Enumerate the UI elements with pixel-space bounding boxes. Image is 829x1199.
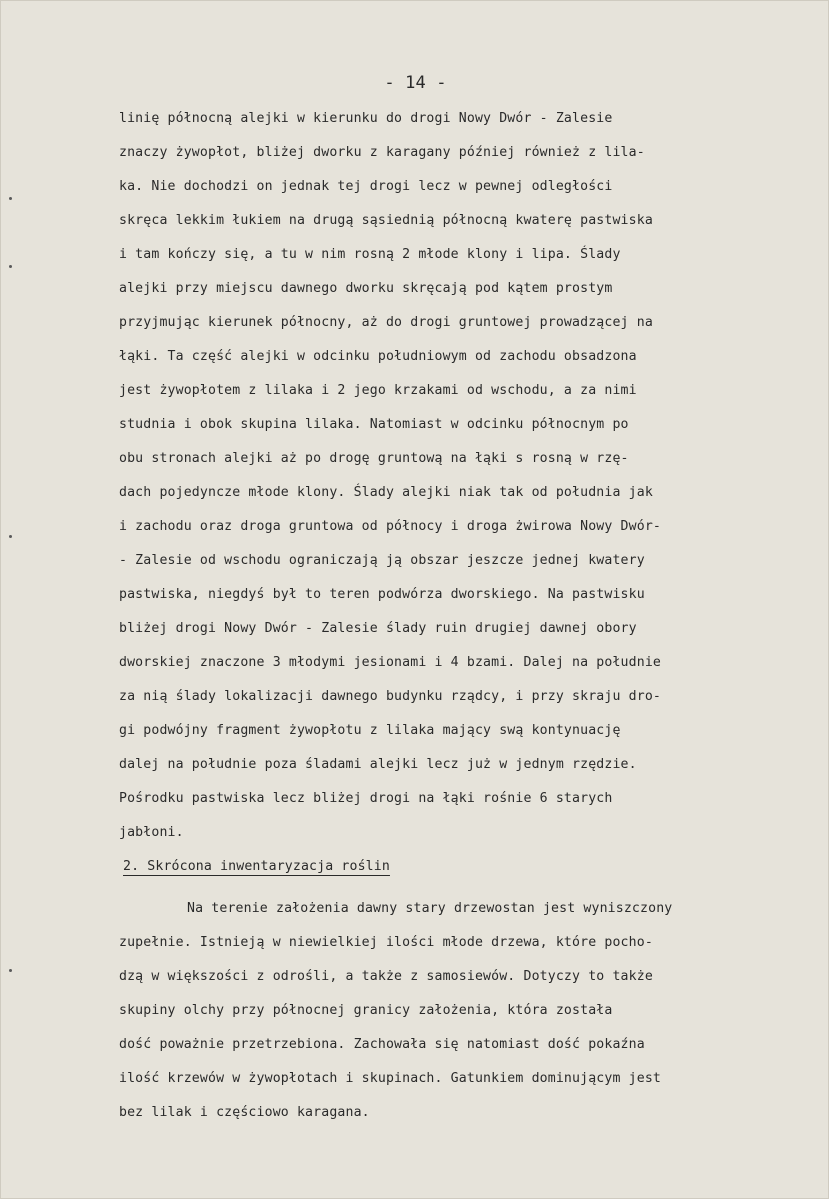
margin-mark <box>9 535 12 538</box>
text-line: ka. Nie dochodzi on jednak tej drogi lecz w pewnej odległości <box>119 179 613 194</box>
text-line: dalej na południe poza śladami alejki lecz już w jednym rzędzie. <box>119 757 637 772</box>
text-line: łąki. Ta część alejki w odcinku południowym od zachodu obsadzona <box>119 349 637 364</box>
text-line: dworskiej znaczone 3 młodymi jesionami i 4 bzami. Dalej na południe <box>119 655 661 670</box>
text-line: i zachodu oraz droga gruntowa od północy i droga żwirowa Nowy Dwór- <box>119 519 661 534</box>
margin-mark <box>9 197 12 200</box>
text-line: bez lilak i częściowo karagana. <box>119 1105 370 1120</box>
margin-mark <box>9 969 12 972</box>
page-number: - 14 - <box>384 73 447 93</box>
text-line: dach pojedyncze młode klony. Ślady alejki niak tak od południa jak <box>119 485 653 500</box>
text-line: zupełnie. Istnieją w niewielkiej ilości młode drzewa, które pocho- <box>119 935 653 950</box>
text-line: Na terenie założenia dawny stary drzewostan jest wyniszczony <box>187 901 673 916</box>
text-line: jest żywopłotem z lilaka i 2 jego krzakami od wschodu, a za nimi <box>119 383 637 398</box>
text-line: przyjmując kierunek północny, aż do drogi gruntowej prowadzącej na <box>119 315 653 330</box>
text-line: gi podwójny fragment żywopłotu z lilaka mający swą kontynuację <box>119 723 621 738</box>
text-line: dzą w większości z odrośli, a także z samosiewów. Dotyczy to także <box>119 969 653 984</box>
text-line: obu stronach alejki aż po drogę gruntową na łąki s rosną w rzę- <box>119 451 629 466</box>
text-line: alejki przy miejscu dawnego dworku skręcają pod kątem prostym <box>119 281 613 296</box>
section-heading: 2. Skrócona inwentaryzacja roślin <box>123 859 390 874</box>
text-line: i tam kończy się, a tu w nim rosną 2 młode klony i lipa. Ślady <box>119 247 621 262</box>
text-line: linię północną alejki w kierunku do drogi Nowy Dwór - Zalesie <box>119 111 613 126</box>
text-line: studnia i obok skupina lilaka. Natomiast w odcinku północnym po <box>119 417 629 432</box>
text-line: jabłoni. <box>119 825 184 840</box>
text-line: skupiny olchy przy północnej granicy założenia, która została <box>119 1003 613 1018</box>
margin-mark <box>9 265 12 268</box>
text-line: ilość krzewów w żywopłotach i skupinach. Gatunkiem dominującym jest <box>119 1071 661 1086</box>
text-line: bliżej drogi Nowy Dwór - Zalesie ślady ruin drugiej dawnej obory <box>119 621 637 636</box>
text-line: skręca lekkim łukiem na drugą sąsiednią północną kwaterę pastwiska <box>119 213 653 228</box>
text-line: pastwiska, niegdyś był to teren podwórza dworskiego. Na pastwisku <box>119 587 645 602</box>
text-line: dość poważnie przetrzebiona. Zachowała się natomiast dość pokaźna <box>119 1037 645 1052</box>
text-line: za nią ślady lokalizacji dawnego budynku rządcy, i przy skraju dro- <box>119 689 661 704</box>
text-line: znaczy żywopłot, bliżej dworku z karagany później również z lila- <box>119 145 645 160</box>
text-line: Pośrodku pastwiska lecz bliżej drogi na łąki rośnie 6 starych <box>119 791 613 806</box>
text-line: - Zalesie od wschodu ograniczają ją obszar jeszcze jednej kwatery <box>119 553 645 568</box>
